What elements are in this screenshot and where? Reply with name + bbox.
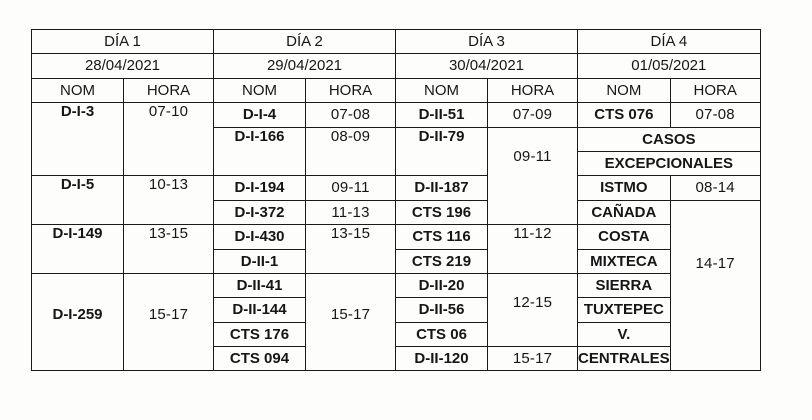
day1-hora-cell: 07-10: [124, 103, 214, 176]
day4-casos-line-1: CASOS: [578, 127, 761, 151]
day4-region-cell: TUXTEPEC: [578, 298, 671, 322]
day2-hora-cell: 15-17: [306, 273, 396, 371]
day2-nom-cell: D-II-41: [214, 273, 306, 297]
day2-hora-cell: 07-08: [306, 103, 396, 127]
day-2-label: DÍA 2: [214, 30, 396, 54]
hora-header: HORA: [670, 78, 760, 102]
day2-nom-cell: D-I-430: [214, 225, 306, 249]
day1-hora-cell: 15-17: [124, 273, 214, 371]
day3-nom-cell: CTS 196: [396, 200, 488, 224]
column-header-row: [32, 78, 761, 102]
hora-header: HORA: [488, 78, 578, 102]
day-1-date: 28/04/2021: [32, 54, 214, 78]
day-4-date: 01/05/2021: [578, 54, 761, 78]
day3-nom-cell: D-II-120: [396, 347, 488, 371]
day4-nom-cell: ISTMO: [578, 176, 671, 200]
table-row: [32, 176, 761, 200]
day4-region-cell: MIXTECA: [578, 249, 671, 273]
day-4-label: DÍA 4: [578, 30, 761, 54]
day3-hora-cell: 09-11: [488, 127, 578, 225]
day1-hora-cell: 10-13: [124, 176, 214, 225]
day4-region-cell: SIERRA: [578, 273, 671, 297]
day3-hora-cell: 07-09: [488, 103, 578, 127]
day3-nom-cell: D-II-79: [396, 127, 488, 176]
day1-hora-cell: 13-15: [124, 225, 214, 274]
day1-nom-cell: D-I-259: [32, 273, 124, 371]
day3-nom-cell: D-II-20: [396, 273, 488, 297]
nom-header: NOM: [396, 78, 488, 102]
date-row: [32, 54, 761, 78]
day4-region-cell: CAÑADA: [578, 200, 671, 224]
day-3-label: DÍA 3: [396, 30, 578, 54]
table-row: [32, 273, 761, 297]
day2-nom-cell: CTS 176: [214, 322, 306, 346]
day-2-date: 29/04/2021: [214, 54, 396, 78]
day3-hora-cell: 12-15: [488, 273, 578, 346]
day3-nom-cell: CTS 116: [396, 225, 488, 249]
day2-hora-cell: 13-15: [306, 225, 396, 274]
day3-nom-cell: D-II-187: [396, 176, 488, 200]
nom-header: NOM: [32, 78, 124, 102]
day4-regions-hora-cell: 14-17: [670, 200, 760, 371]
day1-nom-cell: D-I-149: [32, 225, 124, 274]
nom-header: NOM: [578, 78, 671, 102]
day2-nom-cell: D-II-1: [214, 249, 306, 273]
day2-nom-cell: D-I-166: [214, 127, 306, 176]
day3-hora-cell: 15-17: [488, 347, 578, 371]
table-row: [32, 103, 761, 127]
day3-nom-cell: CTS 06: [396, 322, 488, 346]
day2-nom-cell: D-I-4: [214, 103, 306, 127]
day4-nom-cell: CTS 076: [578, 103, 671, 127]
day1-nom-cell: D-I-5: [32, 176, 124, 225]
day2-nom-cell: CTS 094: [214, 347, 306, 371]
day3-nom-cell: D-II-51: [396, 103, 488, 127]
hora-header: HORA: [306, 78, 396, 102]
day2-nom-cell: D-II-144: [214, 298, 306, 322]
day3-nom-cell: D-II-56: [396, 298, 488, 322]
day3-hora-cell: 11-12: [488, 225, 578, 274]
hora-header: HORA: [124, 78, 214, 102]
day4-centrales-line-2: CENTRALES: [578, 347, 671, 371]
day2-hora-cell: 09-11: [306, 176, 396, 200]
day2-hora-cell: 08-09: [306, 127, 396, 176]
table-row: [32, 225, 761, 249]
day-1-label: DÍA 1: [32, 30, 214, 54]
day4-hora-cell: 07-08: [670, 103, 760, 127]
day4-centrales-line-1: V.: [578, 322, 671, 346]
day4-region-cell: COSTA: [578, 225, 671, 249]
day4-casos-line-2: EXCEPCIONALES: [578, 151, 761, 175]
day4-hora-cell: 08-14: [670, 176, 760, 200]
day-label-row: [32, 30, 761, 54]
day2-nom-cell: D-I-372: [214, 200, 306, 224]
nom-header: NOM: [214, 78, 306, 102]
day2-nom-cell: D-I-194: [214, 176, 306, 200]
day1-nom-cell: D-I-3: [32, 103, 124, 176]
day2-hora-cell: 11-13: [306, 200, 396, 224]
day3-nom-cell: CTS 219: [396, 249, 488, 273]
schedule-table: [31, 29, 761, 371]
day-3-date: 30/04/2021: [396, 54, 578, 78]
